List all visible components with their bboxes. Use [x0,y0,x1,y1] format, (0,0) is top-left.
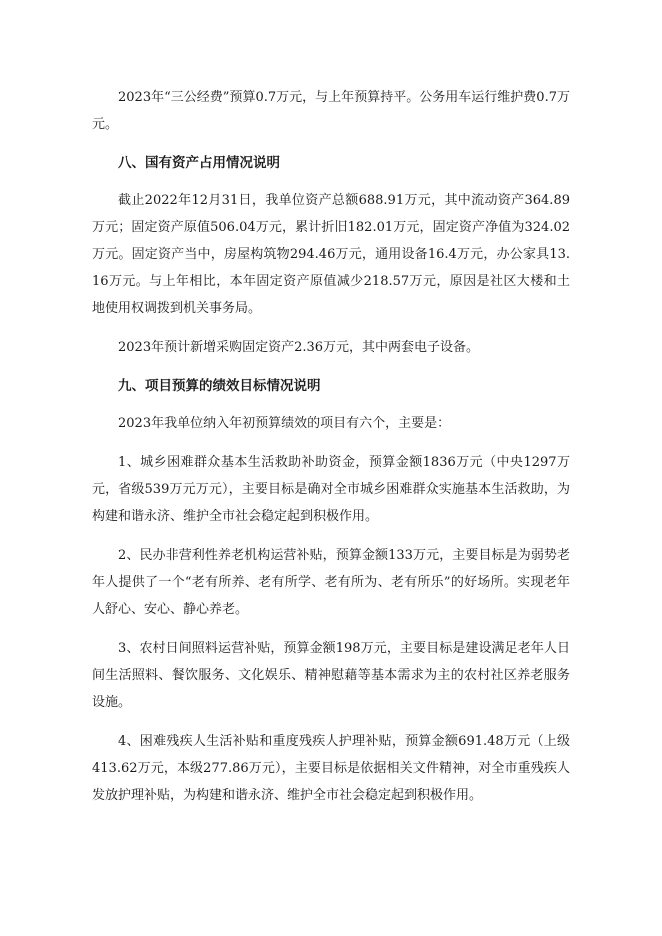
paragraph-asset-summary: 截止2022年12月31日，我单位资产总额688.91万元，其中流动资产364.89万元；固定资产原值506.04万元，累计折旧182.01万元，固定资产净值为324.02万元。固定资产当中，房屋构筑物294.46万元，通用设备16.4万元，办公家具13.16万元。与上年相比，本年固定资产原值减少218.57万元，原因是社区大楼和土地使用权调拨到机关事务局。 [92,193,570,316]
paragraph-asset-purchase: 2023年预计新增采购固定资产2.36万元，其中两套电子设备。 [118,340,480,355]
paragraph-projects-intro: 2023年我单位纳入年初预算绩效的项目有六个，主要是： [118,416,451,431]
paragraph-project-4: 4、困难残疾人生活补贴和重度残疾人护理补贴，预算金额691.48万元（上级413.62万元，本级277.86万元），主要目标是依据相关文件精神，对全市重残疾人发放护理补贴，为构建和谐永济、维护全市社会稳定起到积极作用。 [92,734,570,803]
paragraph-sangong-budget: 2023年“三公经费”预算0.7万元，与上年预算持平。公务用车运行维护费0.7万元。 [92,90,570,132]
section-heading-performance-goals: 九、项目预算的绩效目标情况说明 [118,378,321,394]
document-body [92,84,570,809]
paragraph-project-2: 2、民办非营利性养老机构运营补贴，预算金额133万元，主要目标是为弱势老年人提供了一个“老有所养、老有所学、老有所为、老有所乐”的好场所。实现老年人舒心、安心、静心养老。 [92,548,570,617]
section-heading-state-assets: 八、国有资产占用情况说明 [118,155,280,171]
paragraph-project-1: 1、城乡困难群众基本生活救助补助资金，预算金额1836万元（中央1297万元，省级539万元万元），主要目标是确对全市城乡困难群众实施基本生活救助，为构建和谐永济、维护全市社会稳定起到积极作用。 [92,455,570,524]
paragraph-project-3: 3、农村日间照料运营补贴，预算金额198万元，主要目标是建设满足老年人日间生活照料、餐饮服务、文化娱乐、精神慰藉等基本需求为主的农村社区养老服务设施。 [92,641,570,710]
